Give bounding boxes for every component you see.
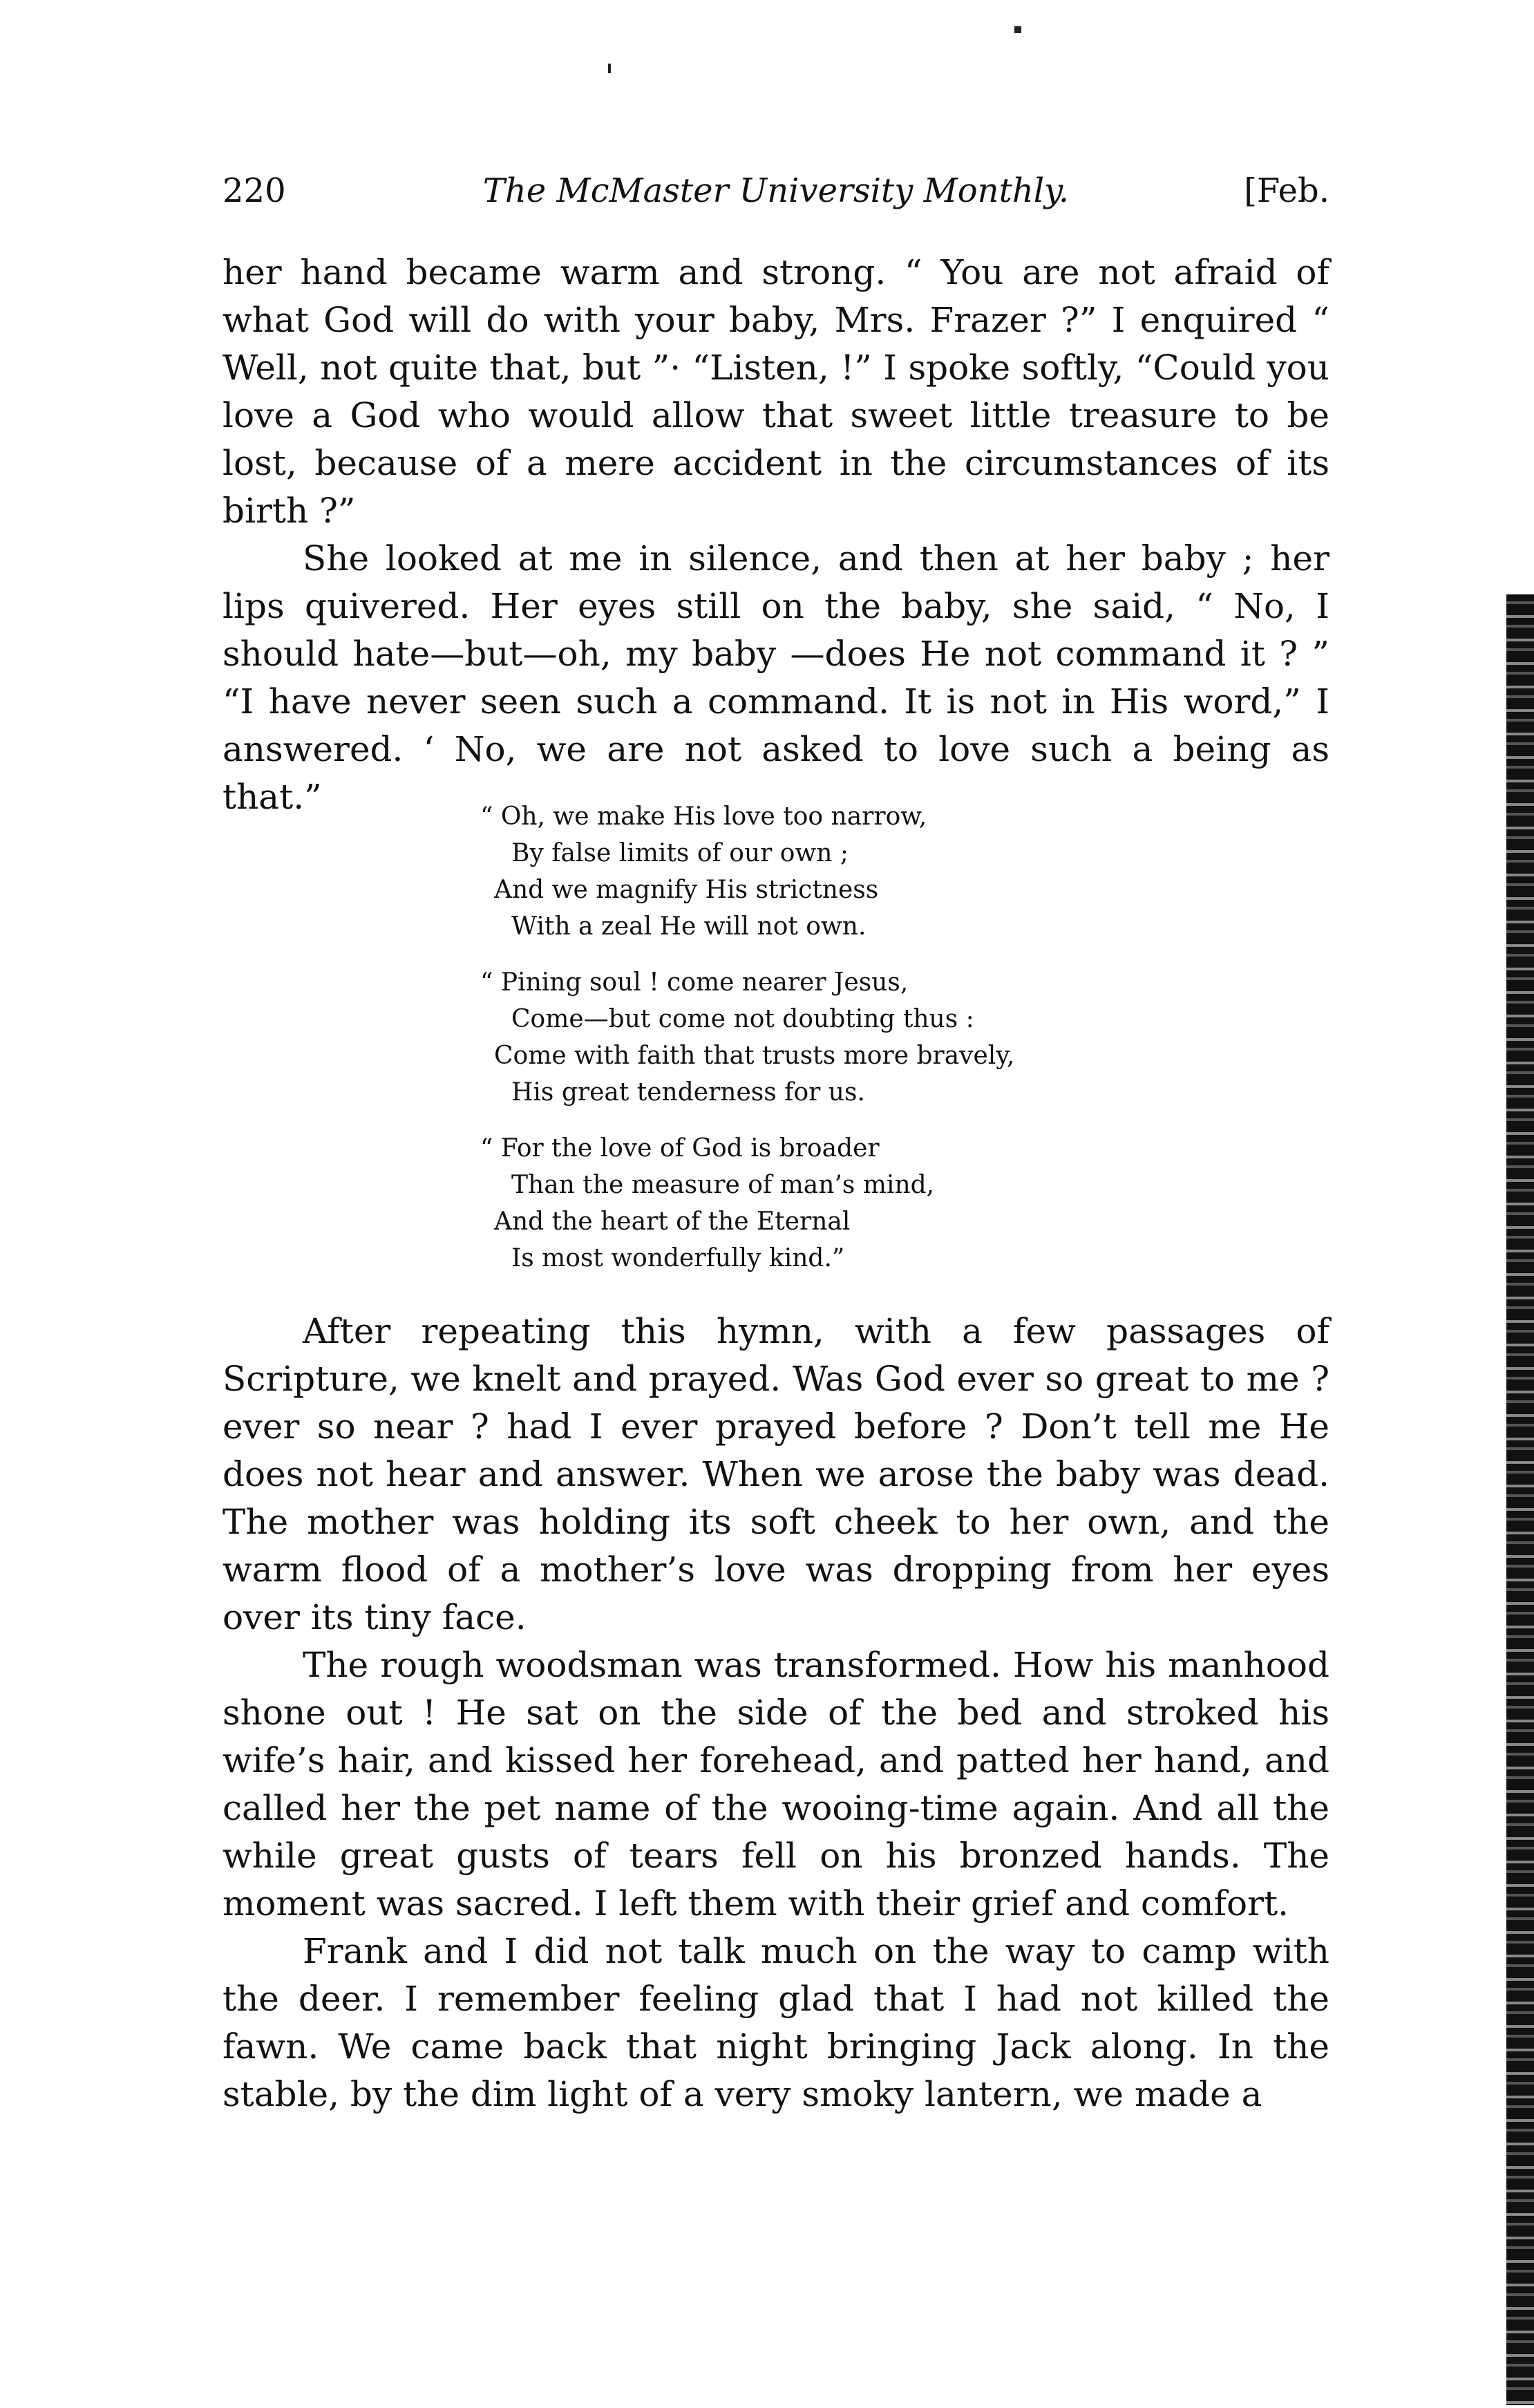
running-header [222, 171, 1329, 221]
poem-line: Come—but come not doubting thus : [511, 1005, 974, 1033]
poem-line: His great tenderness for us. [511, 1078, 865, 1107]
poem-line: Is most wonderfully kind.” [511, 1244, 845, 1272]
paragraph: The rough woodsman was transformed. How his manhood shone out ! He sat on the side of the bed and stroked his wife’s hair, and kissed her forehead, and patted her hand, and called her the pet name of the wooing-time again. And all the while great gusts of tears fell on his bronzed hands. The moment was sacred. I left them with their grief and comfort. [222, 1645, 1329, 1923]
page-edge-shadow [1506, 594, 1534, 2405]
poem-line: And we magnify His strictness [494, 876, 879, 904]
stanza [470, 798, 1092, 945]
text-after-poem [222, 1308, 1329, 2118]
poem-line: “ For the love of God is broader [480, 1134, 880, 1163]
text-before-poem [222, 249, 1329, 821]
poem-line: By false limits of our own ; [511, 839, 849, 867]
poem-line: With a zeal He will not own. [511, 912, 867, 941]
paragraph: her hand became warm and strong. “ You are not afraid of what God will do with your baby, Mrs. Frazer ?” I enquired “ Well, not quite that, but ”· “Listen, !” I spoke softly, “Could you love a God who would allow that sweet little treasure to be lost, because of a mere accident in the circumstances of its birth ?” [222, 252, 1329, 531]
hymn-quotation [470, 798, 1092, 1296]
journal-title: The McMaster University Monthly. [482, 171, 1070, 210]
stanza [470, 1130, 1092, 1277]
stanza [470, 964, 1092, 1111]
ink-speck [1014, 26, 1021, 33]
paragraph: She looked at me in silence, and then at her baby ; her lips quivered. Her eyes still on the baby, she said, “ No, I should hate—but—oh, my baby —does He not command it ? ” “I have never seen such a command. It is not in His word,” I answered. ‘ No, we are not asked to love such a being as that.” [222, 538, 1329, 817]
page-number: 220 [222, 171, 286, 210]
poem-line: Come with faith that trusts more bravely, [494, 1042, 1015, 1070]
poem-line: Than the measure of man’s mind, [511, 1171, 935, 1199]
poem-line: And the heart of the Eternal [494, 1207, 851, 1236]
paragraph: Frank and I did not talk much on the way to camp with the deer. I remember feeling glad that I had not killed the fawn. We came back that night bringing Jack along. In the stable, by the dim light of a very smoky lantern, we made a [222, 1931, 1329, 2114]
ink-speck [608, 64, 611, 73]
issue-month: [Feb. [1244, 171, 1329, 210]
paragraph: After repeating this hymn, with a few passages of Scripture, we knelt and prayed. Was God ever so great to me ? ever so near ? had I ever prayed before ? Don’t tell me He does not hear and answer. When we arose the baby was dead. The mother was holding its soft cheek to her own, and the warm flood of a mother’s love was dropping from her eyes over its tiny face. [222, 1311, 1329, 1637]
poem-line: “ Oh, we make His love too narrow, [480, 802, 927, 831]
poem-line: “ Pining soul ! come nearer Jesus, [480, 968, 909, 997]
